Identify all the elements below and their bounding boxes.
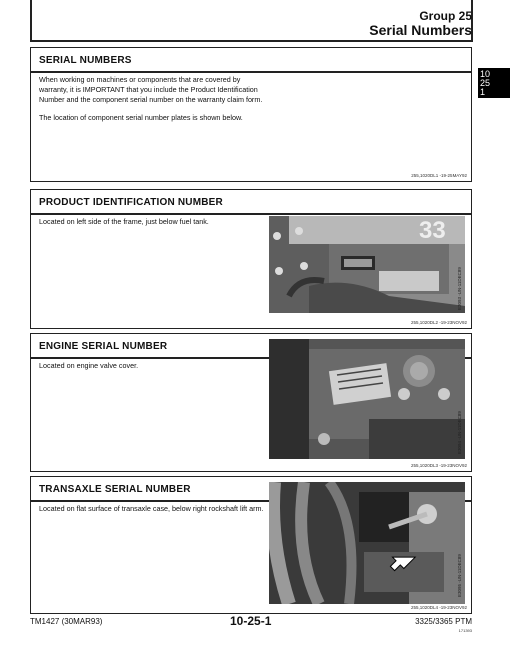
paragraph: The location of component serial number plates is shown below. (39, 113, 243, 122)
section-body (39, 504, 267, 522)
engine-photo (269, 339, 465, 459)
transaxle-photo (269, 482, 465, 604)
left-margin-rule (30, 0, 32, 42)
manual-number: TM1427 (30MAR93) (30, 617, 103, 626)
section-body (39, 217, 267, 235)
paragraph: Located on flat surface of transaxle case, below right rockshaft lift arm. (39, 504, 264, 513)
paragraph: Located on left side of the frame, just below fuel tank. (39, 217, 209, 226)
section-body (39, 75, 267, 131)
frame-photo-image (269, 216, 465, 313)
side-tab-line-2: 25 (480, 78, 491, 88)
reference-code: 255,1020DL3 -19-23NOV92 (410, 463, 467, 468)
section-body (39, 361, 267, 379)
section-transaxle-serial (30, 476, 472, 614)
engine-photo-image (269, 339, 465, 459)
paragraph: When working on machines or components that are covered by warranty, it is IMPORTANT that you include the Product Identification Number and the component serial number on the warranty claim form. (39, 75, 263, 104)
section-product-identification (30, 189, 472, 329)
photo-code: E3094 -UN-11DEC89 (457, 411, 462, 454)
side-tab-line-3: 1 (480, 87, 486, 97)
section-rule (31, 213, 471, 215)
side-tab (478, 68, 510, 98)
frame-photo (269, 216, 465, 313)
paragraph: Located on engine valve cover. (39, 361, 139, 370)
reference-code: 255,1020DL2 -19-23NOV92 (410, 320, 467, 325)
footer-code: 171393 (458, 628, 472, 633)
reference-code: 255,1020DL1 -19-25MAY92 (411, 173, 467, 178)
section-title: ENGINE SERIAL NUMBER (39, 341, 168, 352)
model-label: 3325/3365 PTM (415, 617, 472, 626)
group-label: Group 25 (419, 9, 472, 23)
photo-code: E3093 -UN-11DEC89 (457, 267, 462, 310)
transaxle-photo-image (269, 482, 465, 604)
section-engine-serial (30, 333, 472, 472)
section-title: TRANSAXLE SERIAL NUMBER (39, 484, 191, 495)
side-tab-line-1: 10 (480, 69, 491, 79)
section-serial-numbers (30, 47, 472, 182)
photo-code: E3095 -UN-11DEC89 (457, 554, 462, 597)
section-rule (31, 71, 471, 73)
section-title: SERIAL NUMBERS (39, 55, 132, 66)
header-rule (30, 40, 472, 42)
reference-code: 255,1020DL4 -19-23NOV92 (410, 605, 467, 610)
svg-text:33: 33 (419, 217, 446, 244)
page-number: 10-25-1 (230, 614, 272, 628)
section-title: PRODUCT IDENTIFICATION NUMBER (39, 197, 223, 208)
page-title: Serial Numbers (369, 22, 472, 38)
